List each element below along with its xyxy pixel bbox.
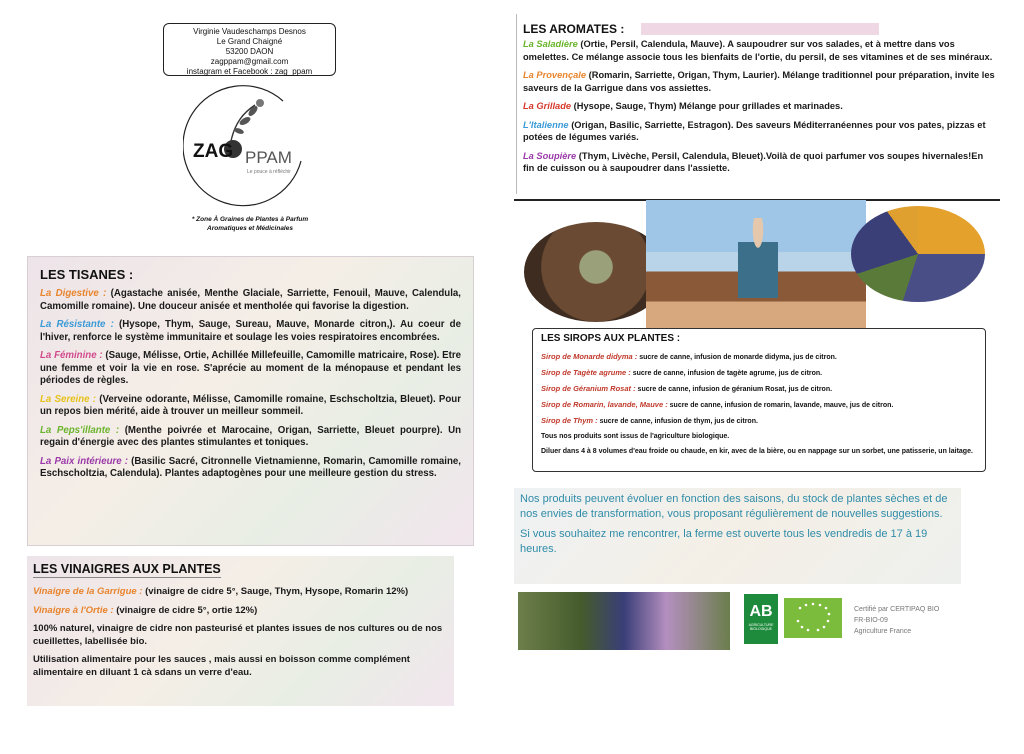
vinaigres-title: LES VINAIGRES AUX PLANTES (33, 562, 221, 576)
tisanes-panel (27, 256, 474, 546)
cert-line-2: FR-BIO-09 (854, 617, 888, 624)
aromate-item (523, 38, 995, 63)
logo-word-ppam: PPAM (245, 148, 292, 167)
logo-slogan: Le pouce à réfléchir (247, 169, 291, 175)
aromate-item-name: La Grillade (523, 101, 572, 111)
sirop-item-name: Sirop de Romarin, lavande, Mauve : (541, 400, 668, 409)
sirop-item-name: Sirop de Géranium Rosat : (541, 384, 636, 393)
aromate-item (523, 119, 995, 144)
aromate-item-name: La Saladière (523, 39, 578, 49)
sirop-item-text: sucre de canne, infusion de romarin, lavande, mauve, jus de citron. (667, 402, 894, 409)
tisane-item-text: (Hysope, Thym, Sauge, Sureau, Mauve, Monarde citron,). Au coeur de l'hiver, renforce le système immunitaire et soulage les voies respiratoires encombrées. (40, 319, 461, 343)
market-stand-person (738, 218, 778, 298)
tisanes-list (40, 288, 461, 481)
sirops-box (532, 328, 986, 472)
sirop-item (541, 352, 977, 362)
tisane-item-name: La Sereine : (40, 393, 96, 405)
sirop-item-text: sucre de canne, infusion de géranium Rosat, jus de citron. (635, 386, 833, 393)
certification-text (854, 604, 994, 637)
tisane-item (40, 394, 461, 419)
eu-organic-leaf-logo (784, 598, 842, 638)
aromate-item-name: La Provençale (523, 70, 587, 80)
tisane-item (40, 319, 461, 344)
sirop-item-text: sucre de canne, infusion de tagète agrume, jus de citron. (630, 370, 823, 377)
aromate-item (523, 150, 995, 175)
sirops-note-2: Diluer dans 4 à 8 volumes d'eau froide ou chaude, en kir, avec de la bière, ou en nappage sur un sorbet, une patisserie, un laitage. (541, 448, 973, 455)
sirop-item-name: Sirop de Tagète agrume : (541, 368, 631, 377)
ab-organic-logo (744, 594, 778, 644)
info-paragraph-2: Si vous souhaitez me rencontrer, la ferme est ouverte tous les vendredis de 17 à 19 heures. (520, 528, 928, 555)
info-box (514, 488, 961, 584)
tisane-item (40, 456, 461, 481)
tisane-item-text: (Menthe poivrée et Marocaine, Origan, Sarriette, Bleuet pourpre). Un regain d'énergie avec des plantes stimulantes et toniques. (40, 424, 461, 448)
vinaigre-item-name: Vinaigre à l'Ortie : (33, 604, 114, 616)
vinaigres-panel (27, 556, 454, 706)
aromate-item-name: L'Italienne (523, 119, 569, 130)
vinaigre-item-text: (vinaigre de cidre 5°, ortie 12%) (113, 604, 258, 616)
sirop-item (541, 384, 977, 394)
vinaigre-item (33, 605, 448, 618)
logo-word-zag: ZAG (193, 141, 234, 162)
aromates-section (516, 14, 1001, 194)
sirop-item-name: Sirop de Thym : (541, 416, 598, 425)
tagline-line1: * Zone À Graines de Plantes à Parfum (191, 216, 309, 223)
cert-line-3: Agriculture France (854, 628, 912, 635)
contact-city: 53200 DAON (225, 47, 274, 56)
vinaigres-note-1: 100% naturel, vinaigre de cidre non pasteurisé et plantes issues de nos cultures ou de nos cueillettes, labellisée bio. (33, 623, 443, 647)
sirop-item-text: sucre de canne, infusion de thym, jus de citron. (597, 418, 758, 425)
tisane-item (40, 288, 461, 313)
vinaigre-item (33, 586, 448, 599)
aromates-title-row (523, 20, 995, 38)
sirop-item (541, 400, 977, 410)
contact-name: Virginie Vaudeschamps Desnos (193, 27, 306, 36)
tisanes-title: LES TISANES : (40, 267, 134, 282)
tagline (175, 215, 325, 233)
tisane-item-name: La Paix intérieure : (40, 455, 129, 467)
ab-logo-caption: AGRICULTURE BIOLOGIQUE (748, 623, 774, 631)
cert-line-1: Certifié par CERTIPAQ BIO (854, 606, 940, 613)
aromate-item (523, 100, 995, 113)
flowers-bottom-photo (518, 592, 730, 650)
tisane-item-text: (Sauge, Mélisse, Ortie, Achillée Millefeuille, Camomille matricaire, Rose). Etre une femme et voir la vie en rose. S'aprécie au moment de la ménopause et pendant les périodes de règles. (40, 350, 461, 386)
aromates-list (523, 38, 995, 175)
sirops-list (541, 352, 977, 426)
sirops-note-1: Tous nos produits sont issus de l'agriculture biologique. (541, 433, 730, 440)
tisane-item (40, 425, 461, 450)
contact-box (163, 23, 336, 76)
tisane-item-name: La Féminine : (40, 350, 103, 361)
aromate-item-text: (Hysope, Sauge, Thym) Mélange pour grillades et marinades. (571, 101, 843, 111)
sirop-item-text: sucre de canne, infusion de monarde didyma, jus de citron. (637, 354, 837, 361)
aromate-item-text: (Ortie, Persil, Calendula, Mauve). A saupoudrer sur vos salades, et à mettre dans vos omelettes. Ce mélange associe tous les bienfaits de l'ortie, du persil, de ses vitamines et de ses minéraux. (523, 39, 993, 62)
aromates-title: LES AROMATES : (523, 22, 625, 36)
tisane-item-name: La Digestive : (40, 288, 107, 299)
sirops-title: LES SIROPS AUX PLANTES : (541, 333, 681, 344)
aromate-item (523, 69, 995, 94)
aromate-item-text: (Romarin, Sarriette, Origan, Thym, Laurier). Mélange traditionnel pour préparation, invite les saveurs de la Garrigue dans vos assiettes. (523, 70, 995, 93)
contact-address: Le Grand Chaigné (216, 37, 283, 46)
vinaigres-list (33, 586, 448, 617)
dried-flowers-photo (851, 206, 985, 302)
sirop-item (541, 416, 977, 426)
vinaigres-note-2: Utilisation alimentaire pour les sauces , mais aussi en boisson comme complément alimentaire en diluant 1 cà sdans un verre d'eau. (33, 654, 410, 678)
tisane-item-text: (Basilic Sacré, Citronnelle Vietnamienne, Romarin, Camomille romaine, Eschscholtzia, Calendula). Plantes adaptogènes pour une meilleure gestion du stress. (40, 455, 461, 479)
ab-logo-letters: AB (749, 603, 773, 620)
tisane-item (40, 350, 461, 388)
contact-email: zagppam@gmail.com (210, 57, 289, 66)
sirop-item (541, 368, 977, 378)
contact-social: instagram et Facebook : zag_ppam (186, 67, 313, 76)
aromate-item-text: (Origan, Basilic, Sarriette, Estragon). Des saveurs Méditerranéennes pour vos pates, pizzas et potées de légumes variés. (523, 119, 986, 142)
tisane-item-name: La Résistante : (40, 319, 114, 330)
sirop-item-name: Sirop de Monarde didyma : (541, 352, 638, 361)
aromate-item-text: (Thym, Livèche, Persil, Calendula, Bleuet).Voilà de quoi parfumer vos soupes hivernales!En fin de cuisson ou à saupoudrer dans l'assiette. (523, 150, 984, 173)
vinaigre-item-text: (vinaigre de cidre 5°, Sauge, Thym, Hysope, Romarin 12%) (142, 586, 409, 597)
tisane-item-name: La Peps'illante : (40, 424, 120, 436)
tagline-line2: Aromatiques et Médicinales (207, 225, 293, 232)
aromates-title-band (641, 23, 879, 35)
tisane-item-text: (Verveine odorante, Mélisse, Camomille romaine, Eschscholtzia, Bleuet). Pour un repos bien mérité, aide à trouver un meilleur sommeil. (40, 393, 461, 417)
vinaigre-item-name: Vinaigre de la Garrigue : (33, 586, 143, 597)
tisane-item-text: (Agastache anisée, Menthe Glaciale, Sarriette, Fenouil, Mauve, Calendula, Camomille romaine). Une douceur anisée et mentholée qui favorise la digestion. (40, 288, 461, 312)
zagppam-logo (183, 83, 313, 213)
aromate-item-name: La Soupière (523, 150, 577, 161)
info-paragraph-1: Nos produits peuvent évoluer en fonction des saisons, du stock de plantes sèches et de nos envies de transformation, vous proposant régulièrement de nouvelles suggestions. (520, 493, 948, 520)
